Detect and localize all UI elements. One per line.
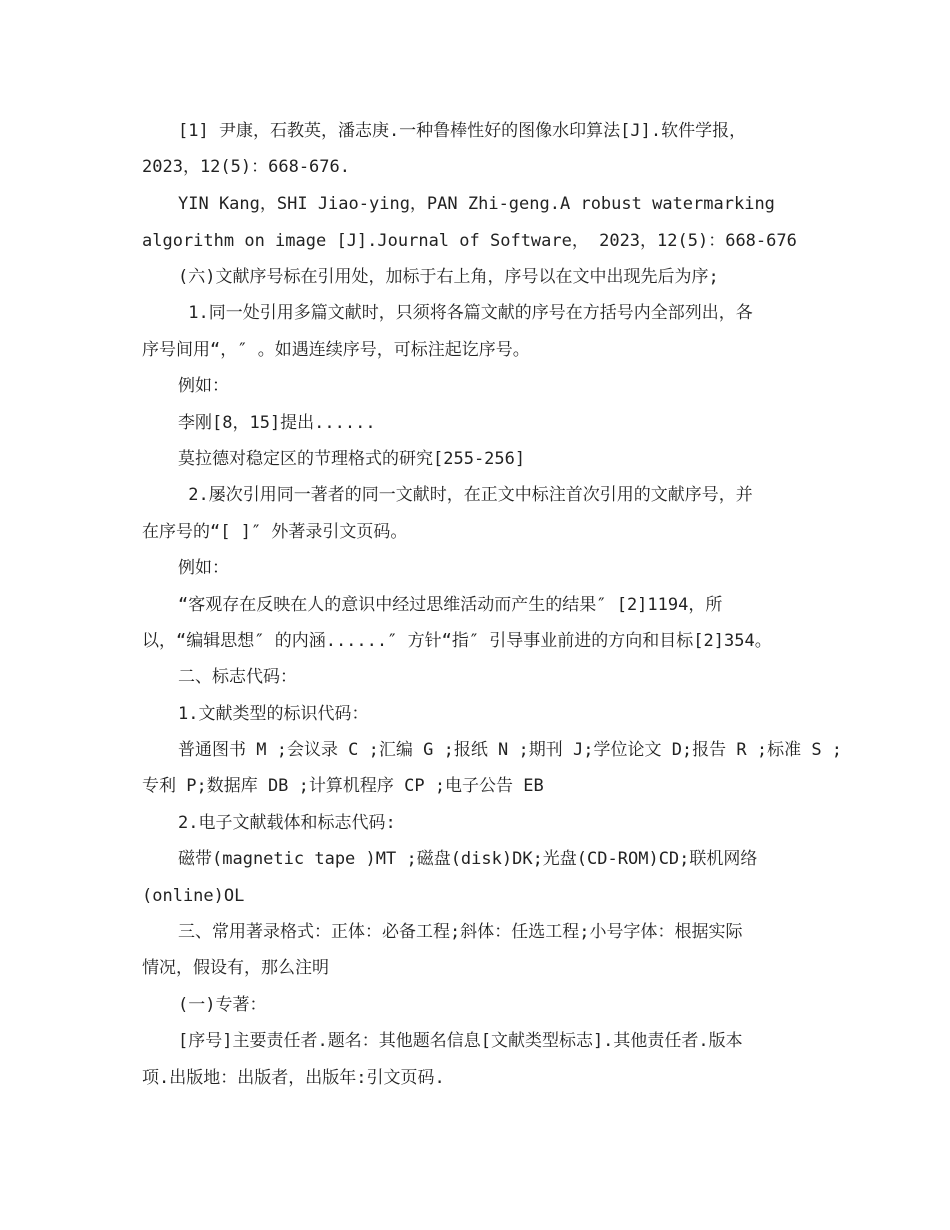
text-line: 磁带(magnetic tape )MT ;磁盘(disk)DK;光盘(CD-ROM)CD;联机网络 [178, 849, 758, 869]
text-line: YIN Kang，SHI Jiao-ying，PAN Zhi-geng.A robust watermarking [178, 194, 775, 214]
text-line: [1] 尹康，石教英，潘志庚.一种鲁棒性好的图像水印算法[J].软件学报， [178, 121, 747, 141]
text-line: (online)OL [142, 886, 245, 906]
text-line: 例如： [178, 376, 229, 396]
text-line: 专利 P;数据库 DB ;计算机程序 CP ;电子公告 EB [142, 776, 544, 796]
text-line: 情况，假设有，那么注明 [142, 958, 329, 978]
text-line: (六)文献序号标在引用处，加标于右上角，序号以在文中出现先后为序; [178, 267, 719, 287]
text-line: (一)专著： [178, 995, 267, 1015]
text-line: 普通图书 M ;会议录 C ;汇编 G ;报纸 N ;期刊 J;学位论文 D;报告 R ;标准 S ; [178, 740, 843, 760]
text-line: 例如： [178, 558, 229, 578]
text-line: 序号间用“，″ 。如遇连续序号，可标注起讫序号。 [142, 340, 530, 360]
text-line: 2.电子文献载体和标志代码: [178, 813, 396, 833]
text-line: 李刚[8，15]提出...... [178, 413, 376, 433]
text-line: 2.屡次引用同一著者的同一文献时，在正文中标注首次引用的文献序号，并 [178, 485, 753, 505]
text-line: 以，“编辑思想″ 的内涵......″ 方针“指″ 引导事业前进的方向和目标[2]354。 [142, 631, 772, 651]
text-line: 二、标志代码： [178, 667, 297, 687]
text-line: 1.文献类型的标识代码： [178, 704, 369, 724]
text-line: 三、常用著录格式：正体：必备工程;斜体：任选工程;小号字体：根据实际 [178, 922, 743, 942]
text-line: 2023，12(5)：668-676. [142, 157, 350, 177]
text-line: 1.同一处引用多篇文献时，只须将各篇文献的序号在方括号内全部列出，各 [178, 303, 753, 323]
text-line: 在序号的“[ ]″ 外著录引文页码。 [142, 522, 408, 542]
text-line: 项.出版地：出版者，出版年:引文页码. [142, 1068, 445, 1088]
text-line: algorithm on image [J].Journal of Software， 2023，12(5)：668-676 [142, 231, 797, 251]
text-line: [序号]主要责任者.题名：其他题名信息[文献类型标志].其他责任者.版本 [178, 1031, 743, 1051]
text-line: 莫拉德对稳定区的节理格式的研究[255-256] [178, 449, 526, 469]
text-line: “客观存在反映在人的意识中经过思维活动而产生的结果″ [2]1194，所 [178, 595, 723, 615]
